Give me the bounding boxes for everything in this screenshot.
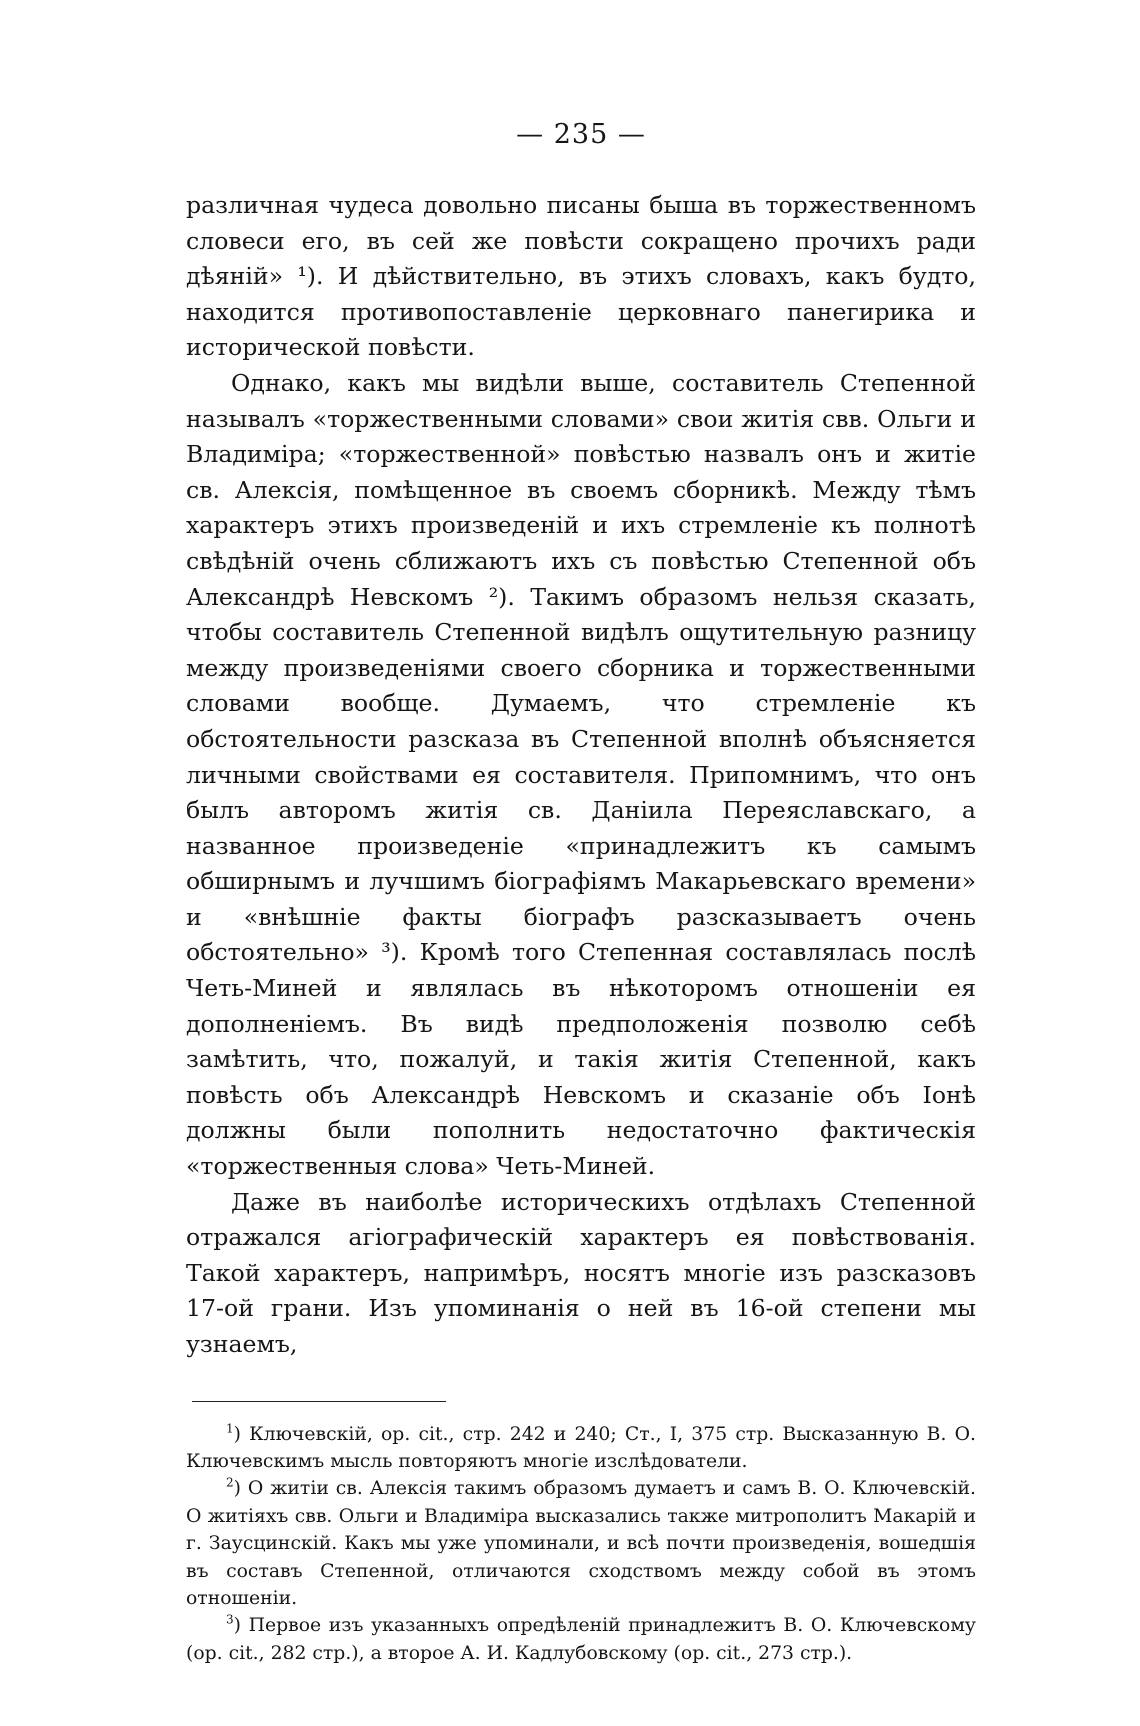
paragraph-3: Даже въ наиболѣе историческихъ отдѣлахъ Степенной отражался агіографическій характеръ ея повѣствованія. Такой характеръ, напримѣръ, носятъ многіе изъ разсказовъ 17-ой грани. Изъ упоминанія о ней въ 16-ой степени мы узнаемъ, [186, 1187, 976, 1358]
footnote-mark: 3 [226, 1613, 234, 1628]
footnote-1 [186, 1421, 976, 1476]
footnote-text: ) О житіи св. Алексія такимъ образомъ думаетъ и самъ В. О. Ключевскій. О житіяхъ свв. Ольги и Владиміра высказались также митрополитъ Макарій и г. Заусцинскій. Какъ мы уже упоминали, и всѣ почти произведенія, вошедшія въ составъ Степенной, отличаются сходствомъ между собой въ этомъ отношеніи. [186, 1478, 976, 1610]
footnote-mark: 1 [226, 1421, 234, 1436]
paragraph-1: различная чудеса довольно писаны быша въ торжественномъ словеси его, въ сей же повѣсти сокращено прочихъ ради дѣяній» ¹). И дѣйствительно, въ этихъ словахъ, какъ будто, находится противопоставленіе церковнаго панегирика и исторической повѣсти. [186, 191, 976, 362]
footnote-mark: 2 [226, 1476, 234, 1491]
page-number: — 235 — [516, 119, 646, 150]
footnote-text: ) Ключевскій, op. cit., стр. 242 и 240; Ст., I, 375 стр. Высказанную В. О. Ключевскимъ мысль повторяютъ многіе изслѣдователи. [186, 1423, 976, 1472]
footnotes [186, 1421, 976, 1668]
paragraph-2: Однако, какъ мы видѣли выше, составитель Степенной называлъ «торжественными словами» свои житія свв. Ольги и Владиміра; «торжественной» повѣстью назвалъ онъ и житіе св. Алексія, помѣщенное въ своемъ сборникѣ. Между тѣмъ характеръ этихъ произведеній и ихъ стремленіе къ полнотѣ свѣдѣній очень сближаютъ ихъ съ повѣстью Степенной объ Александрѣ Невскомъ ²). Такимъ образомъ нельзя сказать, чтобы составитель Степенной видѣлъ ощутительную разницу между произведеніями своего сборника и торжественными словами вообще. Думаемъ, что стремленіе къ обстоятельности разсказа въ Степенной вполнѣ объясняется личными свойствами ея составителя. Припомнимъ, что онъ былъ авторомъ житія св. Даніила Переяславскаго, а названное произведеніе «принадлежитъ къ самымъ обширнымъ и лучшимъ біографіямъ Макарьевскаго времени» и «внѣшніе факты біографъ разсказываетъ очень обстоятельно» ³). Кромѣ того Степенная составлялась послѣ Четь-Миней и являлась въ нѣкоторомъ отношеніи ея дополненіемъ. Въ видѣ предположенія позволю себѣ замѣтить, что, пожалуй, и такія житія Степенной, какъ повѣсть объ Александрѣ Невскомъ и сказаніе объ Іонѣ должны были пополнить недостаточно фактическія «торжественныя слова» Четь-Миней. [186, 368, 976, 1181]
footnote-separator [192, 1401, 446, 1402]
main-text [186, 188, 976, 1363]
footnote-text: ) Первое изъ указанныхъ опредѣленій принадлежитъ В. О. Ключевскому (op. cit., 282 стр.), а второе А. И. Кадлубовскому (op. cit., 273 стр.). [186, 1615, 976, 1664]
footnote-2 [186, 1475, 976, 1612]
footnote-3 [186, 1612, 976, 1667]
book-page [186, 118, 976, 1667]
